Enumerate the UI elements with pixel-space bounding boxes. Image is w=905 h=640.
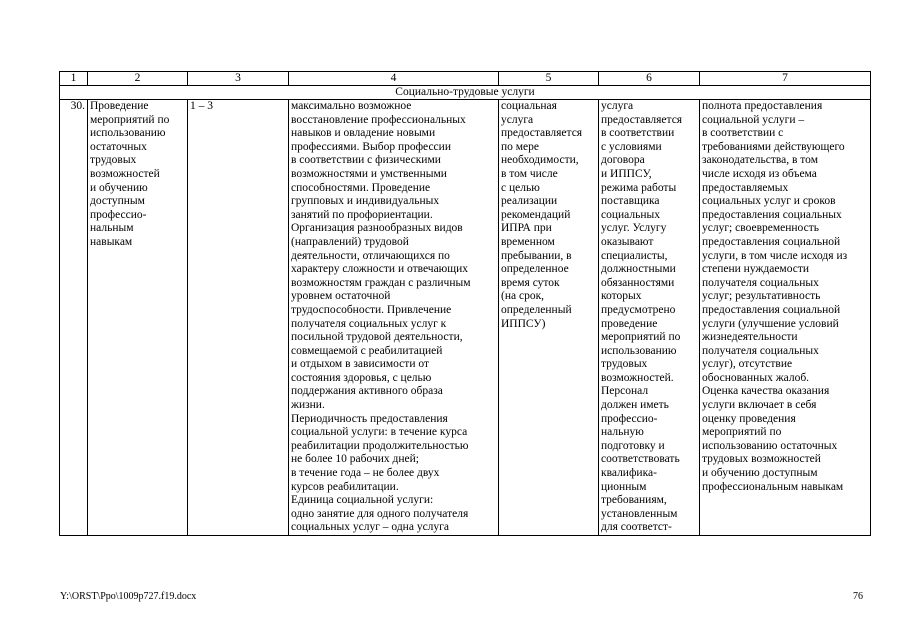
header-cell-6: 6 <box>599 72 700 86</box>
service-conditions: услуга предоставляется в соответствии с условиями договора и ИППСУ, режима работы поставщика социальных услуг. Услугу оказывают специалисты, должностными обязанностями которых предусмотрено проведение мероприятий по использованию трудовых возможностей. Персонал должен иметь профессио- нальную подготовку и соответствовать квалифика- ционным требованиям, установленным для соответст- <box>599 100 700 536</box>
service-description: максимально возможное восстановление профессиональных навыков и овладение новыми профессиями. Выбор профессии в соответствии с физическими возможностями и умственными способностями. Проведение групповых и индивидуальных занятий по профориентации. Организация разнообразных видов (направлений) трудовой деятельности, отличающихся по характеру сложности и отвечающих возможностям граждан с различным уровнем остаточной трудоспособности. Привлечение получателя социальных услуг к посильной трудовой деятельности, совмещаемой с реабилитацией и отдыхом в зависимости от состояния здоровья, с целью поддержания активного образа жизни. Периодичность предоставления социальной услуги: в течение курса реабилитации продолжительностью не более 10 рабочих дней; в течение года – не более двух курсов реабилитации. Единица социальной услуги: одно занятие для одного получателя социальных услуг – одна услуга <box>289 100 499 536</box>
header-cell-7: 7 <box>700 72 871 86</box>
service-timing: социальная услуга предоставляется по мере необходимости, в том числе с целью реализации рекомендаций ИПРА при временном пребывании, в определенное время суток (на срок, определенный ИППСУ) <box>499 100 599 536</box>
service-code: 1 – 3 <box>188 100 289 536</box>
row-number: 30. <box>60 100 88 536</box>
header-cell-5: 5 <box>499 72 599 86</box>
section-row <box>60 86 871 100</box>
service-quality: полнота предоставления социальной услуги – в соответствии с требованиями действующего законодательства, в том числе исходя из объема предоставляемых социальных услуг и сроков предоставления социальных услуг; своевременность предоставления социальной услуги, в том числе исходя из степени нуждаемости получателя социальных услуг; результативность предоставления социальной услуги (улучшение условий жизнедеятельности получателя социальных услуг), отсутствие обоснованных жалоб. Оценка качества оказания услуги включает в себя оценку проведения мероприятий по использованию остаточных трудовых возможностей и обучению доступным профессиональным навыкам <box>700 100 871 536</box>
footer-page-number: 76 <box>853 591 863 602</box>
header-cell-1: 1 <box>60 72 88 86</box>
footer-file-path: Y:\ORST\Ppo\1009p727.f19.docx <box>60 591 197 602</box>
header-cell-2: 2 <box>88 72 188 86</box>
header-row <box>60 72 871 86</box>
header-cell-3: 3 <box>188 72 289 86</box>
section-title: Социально-трудовые услуги <box>60 86 871 100</box>
services-table <box>59 71 871 536</box>
table-row <box>60 100 871 536</box>
service-name: Проведение мероприятий по использованию остаточных трудовых возможностей и обучению доступным профессио- нальным навыкам <box>88 100 188 536</box>
header-cell-4: 4 <box>289 72 499 86</box>
